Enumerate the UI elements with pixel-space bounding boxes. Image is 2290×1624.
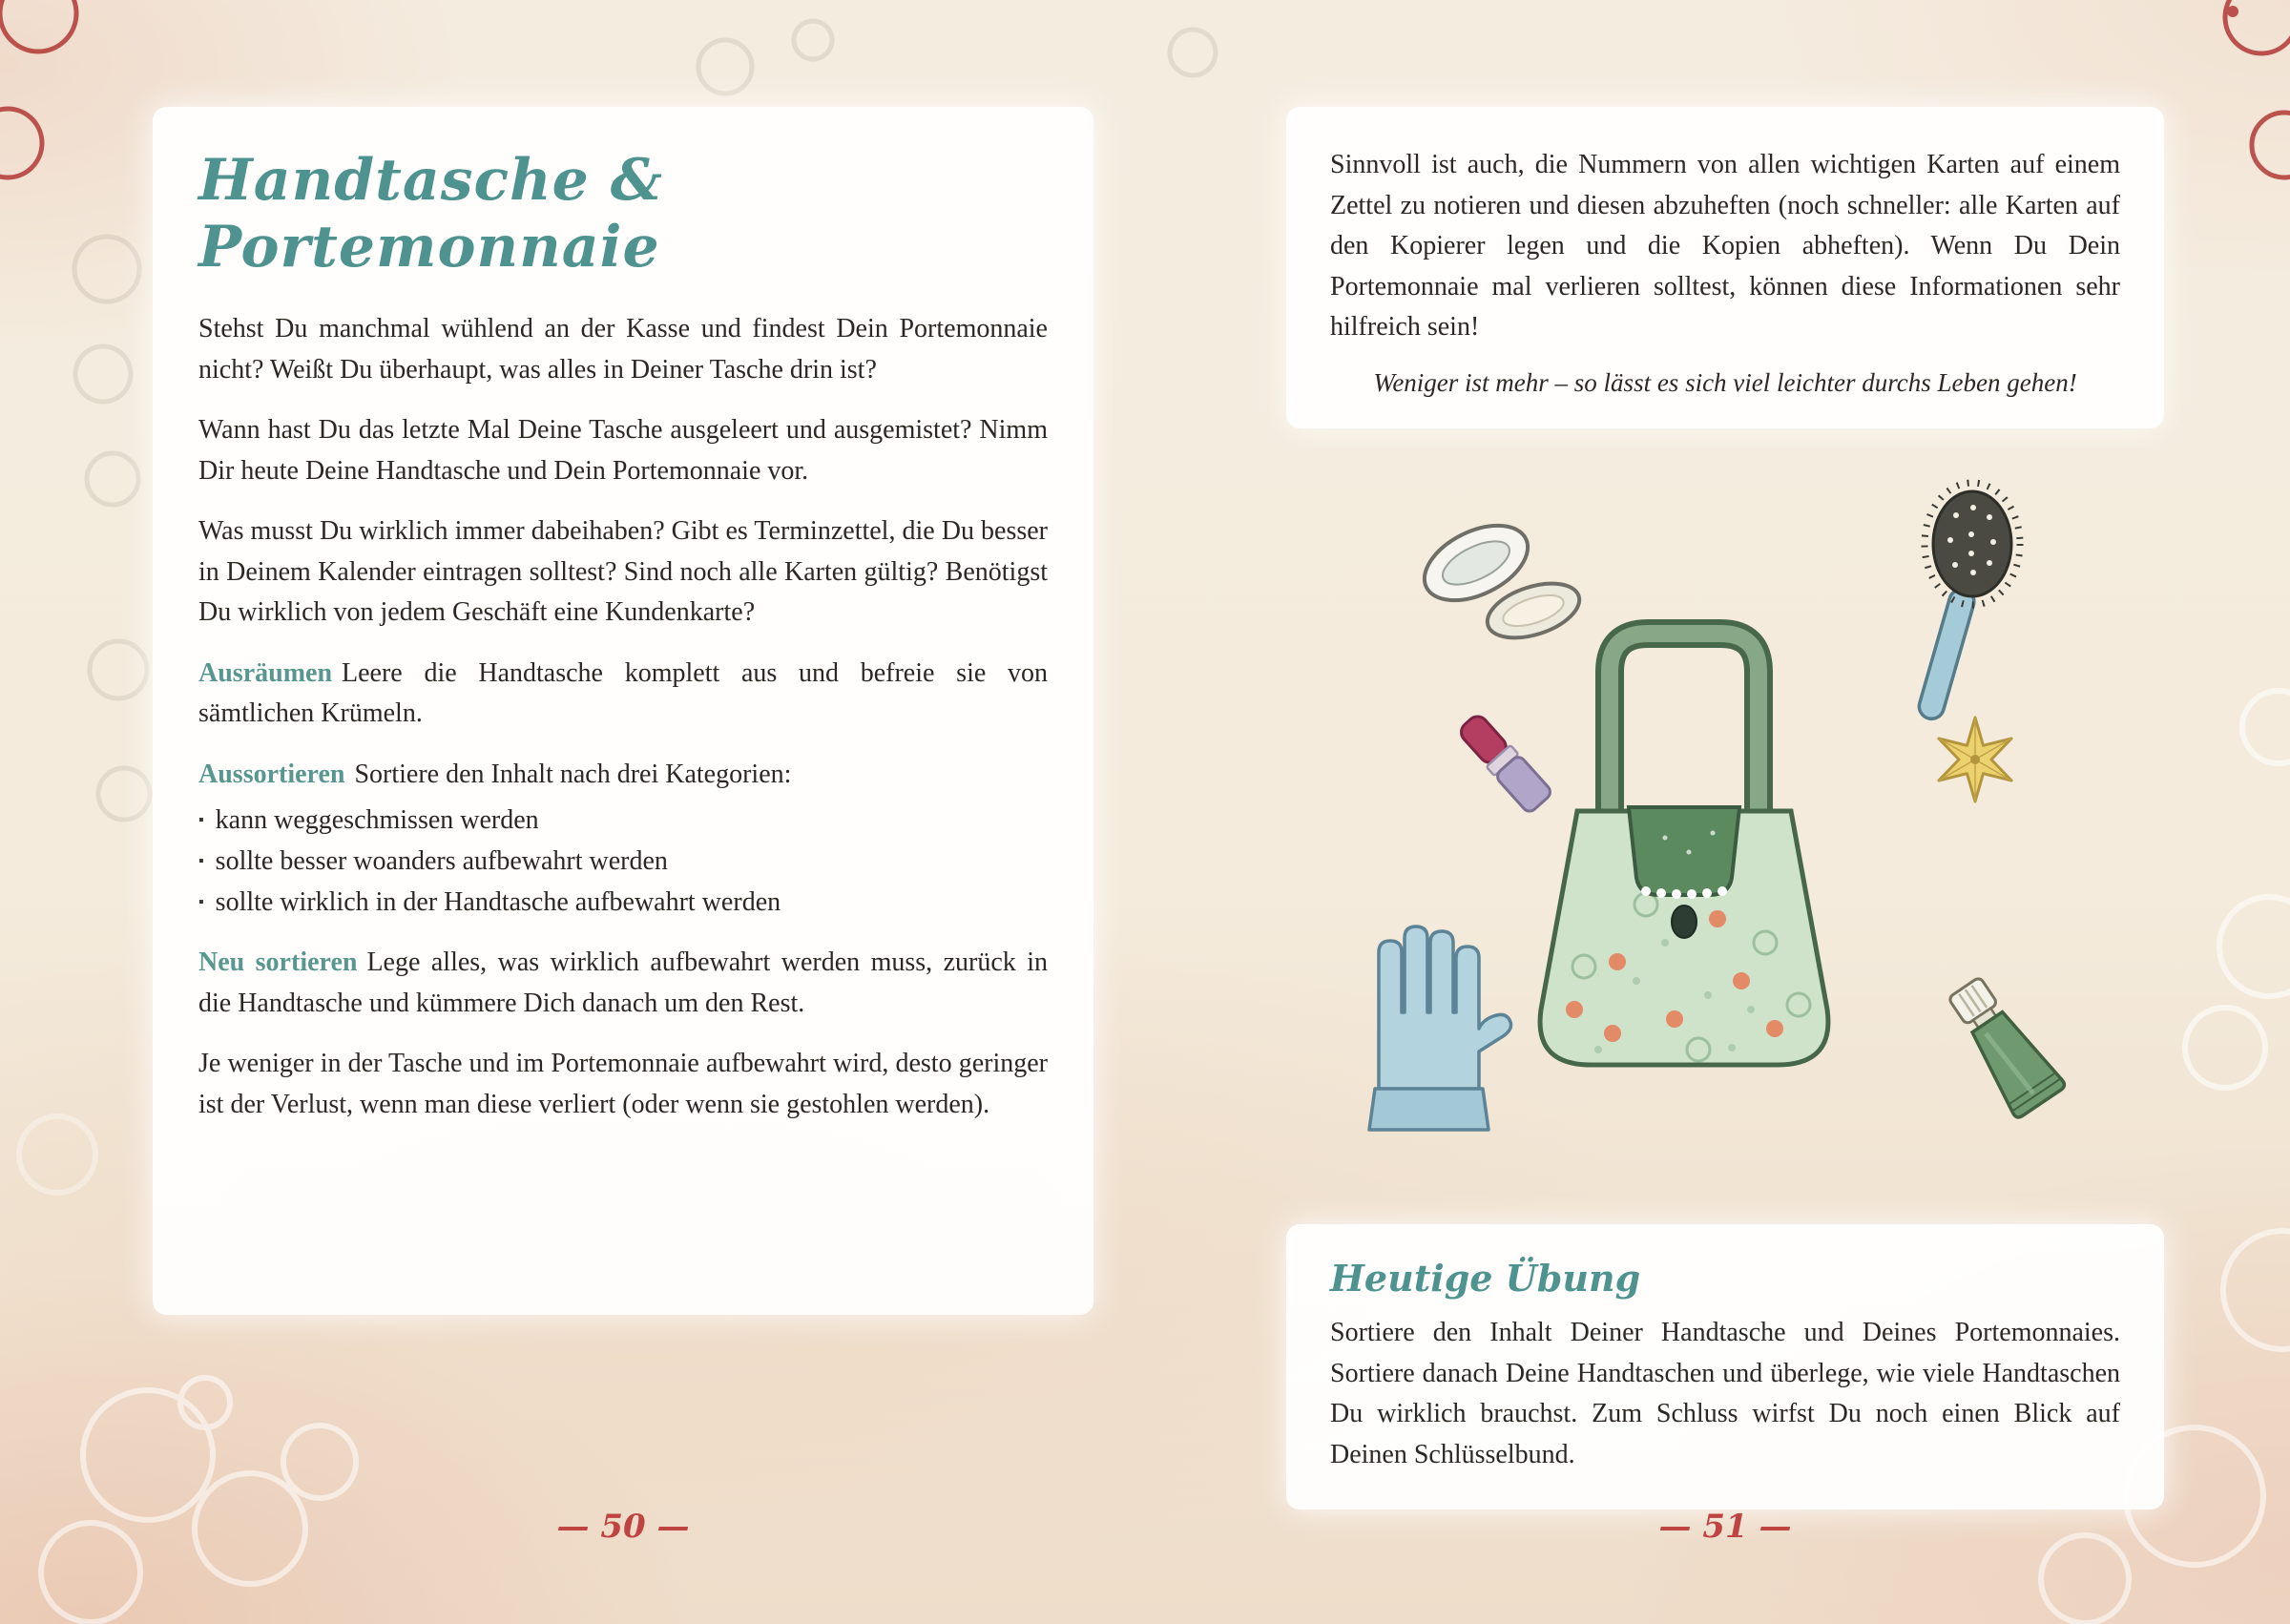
lipstick-icon — [1456, 711, 1553, 814]
cream-tube-icon — [1939, 970, 2066, 1119]
step-ausraeumen — [198, 654, 1048, 735]
exercise-heading: Heutige Übung — [1330, 1257, 1641, 1300]
page-title: Handtasche & Portemonnaie — [198, 147, 663, 281]
right-intro-panel — [1286, 107, 2164, 428]
closing-paragraph: Je weniger in der Tasche und im Portemonnaie aufbewahrt wird, desto geringer ist der Verlust, wenn man diese verliert (oder wenn sie gestohlen werden). — [198, 1049, 1048, 1119]
quote: Weniger ist mehr – so lässt es sich viel leichter durchs Leben gehen! — [1373, 367, 2077, 397]
bullet-list — [198, 801, 1048, 923]
step-label: Ausräumen — [198, 657, 333, 688]
paragraph: Was musst Du wirklich immer dabeihaben? Gibt es Terminzettel, die Du besser in Deinem Kalender eintragen solltest? Sind noch alle Karten gültig? Benötigst Du wirklich von jedem Geschäft eine Kundenkarte? — [198, 516, 1048, 628]
exercise-text: Sortiere den Inhalt Deiner Handtasche und Deines Portemonnaies. Sortiere danach Deine Handtaschen und überlege, wie viele Handtaschen Du wirklich brauchst. Zum Schluss wirfst Du noch einen Blick auf Deinen Schlüsselbund. — [1330, 1318, 2120, 1469]
page-number: — 50 — — [556, 1508, 690, 1546]
step-text: Lege alles, was wirklich aufbewahrt werden muss, zurück in die Handtasche und kümmere Dich danach um den Rest. — [198, 947, 1048, 1018]
bullet-text: sollte wirklich in der Handtasche aufbewahrt werden — [215, 886, 781, 917]
page-number: — 51 — — [1658, 1508, 1792, 1546]
bullet-text: sollte besser woanders aufbewahrt werden — [215, 846, 668, 877]
bullet-marker: ▪ — [198, 893, 204, 910]
star-flower-icon — [1939, 718, 2011, 802]
step-aussortieren — [198, 755, 1048, 796]
glove-icon — [1369, 927, 1511, 1130]
step-label: Aussortieren — [198, 759, 345, 789]
left-page-panel — [153, 107, 1093, 1315]
bullet-item — [198, 883, 1048, 924]
bullet-marker: ▪ — [198, 812, 204, 829]
handbag-illustration — [1331, 447, 2152, 1200]
paragraph: Wann hast Du das letzte Mal Deine Tasche ausgeleert und ausgemistet? Nimm Dir heute Deine Handtasche und Dein Portemonnaie vor. — [198, 415, 1048, 486]
hairbrush-icon — [1916, 483, 2020, 721]
step-label: Neu sortieren — [198, 947, 358, 978]
bullet-item — [198, 842, 1048, 883]
bullet-text: kann weggeschmissen werden — [215, 805, 539, 836]
exercise-panel — [1286, 1224, 2164, 1509]
handbag-icon — [1540, 634, 1828, 1065]
step-neu-sortieren — [198, 943, 1048, 1024]
bullet-item — [198, 801, 1048, 842]
step-text: Sortiere den Inhalt nach drei Kategorien: — [354, 759, 792, 789]
intro-paragraph: Sinnvoll ist auch, die Nummern von allen wichtigen Karten auf einem Zettel zu notieren und diesen abzuheften (noch schneller: alle Karten auf den Kopierer legen und die Kopien abheften). Wenn Du Dein Portemonnaie mal verlieren solltest, können diese Informationen sehr hilfreich sein! — [1330, 150, 2120, 343]
step-text: Leere die Handtasche komplett aus und befreie sie von sämtlichen Krümeln. — [198, 657, 1048, 729]
bullet-marker: ▪ — [198, 853, 204, 870]
compact-mirror-icon — [1412, 510, 1586, 648]
paragraph: Stehst Du manchmal wühlend an der Kasse und findest Dein Portemonnaie nicht? Weißt Du überhaupt, was alles in Deiner Tasche drin ist? — [198, 314, 1048, 385]
